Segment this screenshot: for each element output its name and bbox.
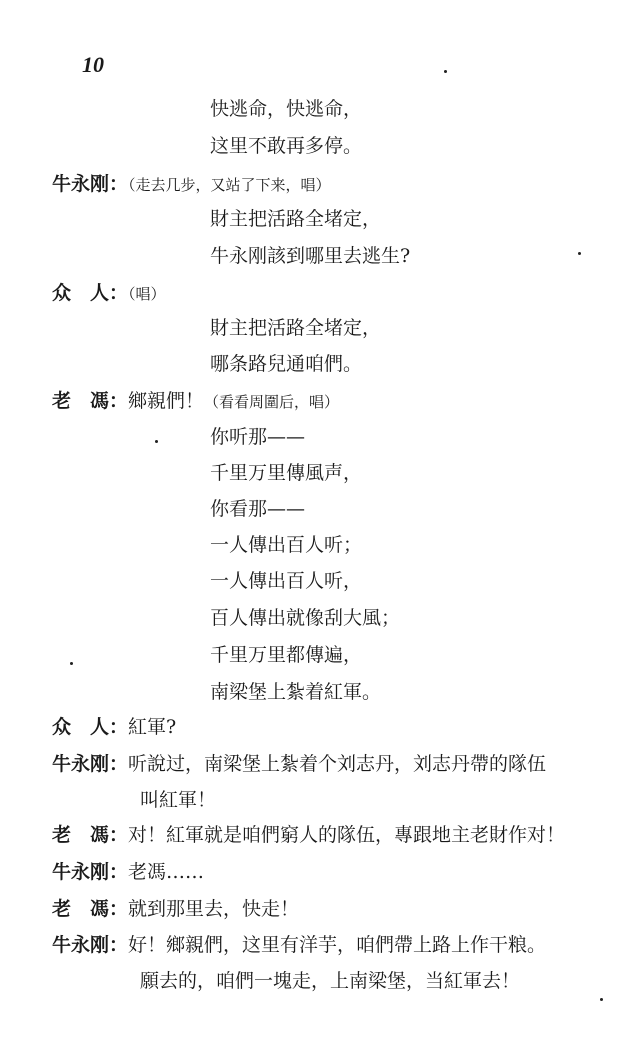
speaker-name: 众 人：: [52, 716, 129, 738]
dialogue-text: 南梁堡上紮着紅軍。: [210, 681, 382, 703]
print-speck: [444, 70, 447, 73]
speaker-name: 众 人：: [52, 282, 129, 304]
dialogue-text: 財主把活路全堵定，: [210, 317, 382, 339]
dialogue-text: 願去的，咱們一塊走，上南梁堡，当紅軍去！: [140, 970, 521, 992]
dialogue-text: 千里万里都傳遍，: [210, 644, 363, 666]
dialogue-text: 牛永刚該到哪里去逃生?: [210, 245, 411, 267]
stage-direction: （看看周圍后，唱）: [204, 393, 340, 411]
print-speck: [155, 440, 158, 443]
script-line: [210, 243, 410, 269]
script-line: [210, 315, 381, 341]
script-line: [210, 568, 362, 594]
script-line: [210, 605, 400, 631]
script-line: [210, 206, 381, 232]
dialogue-text: 你听那——: [210, 426, 306, 448]
print-speck: [600, 998, 603, 1001]
script-line: [140, 968, 520, 994]
script-line: [52, 171, 331, 198]
script-line: [210, 424, 305, 450]
speaker-name: 老 馮：: [52, 824, 129, 846]
script-line: [52, 388, 339, 415]
script-line: [210, 351, 362, 377]
script-line: [52, 714, 176, 740]
dialogue-text: 老馮……: [128, 861, 205, 883]
script-line: [52, 751, 546, 777]
dialogue-text: 鄉親們！: [128, 390, 205, 412]
dialogue-text: 千里万里傳風声，: [210, 462, 363, 484]
stage-direction: （走去几步，又站了下来，唱）: [128, 176, 331, 194]
dialogue-text: 就到那里去，快走！: [128, 898, 300, 920]
speaker-name: 老 馮：: [52, 898, 129, 920]
script-line: [52, 822, 565, 848]
script-line: [210, 460, 362, 486]
dialogue-text: 百人傳出就像刮大風；: [210, 607, 401, 629]
dialogue-text: 財主把活路全堵定，: [210, 208, 382, 230]
dialogue-text: 好！鄉親們，这里有洋芋，咱們帶上路上作干粮。: [128, 934, 547, 956]
script-line: [140, 787, 216, 813]
speaker-name: 老 馮：: [52, 390, 129, 412]
dialogue-text: 一人傳出百人听，: [210, 570, 363, 592]
script-line: [210, 496, 305, 522]
speaker-name: 牛永刚：: [52, 173, 129, 195]
script-line: [52, 280, 166, 307]
speaker-name: 牛永刚：: [52, 753, 129, 775]
speaker-name: 牛永刚：: [52, 934, 129, 956]
dialogue-text: 听說过，南梁堡上紮着个刘志丹，刘志丹帶的隊伍: [128, 753, 547, 775]
print-speck: [578, 252, 581, 255]
script-line: [210, 642, 362, 668]
dialogue-text: 快逃命，快逃命，: [210, 98, 363, 120]
script-line: [210, 133, 362, 159]
script-line: [52, 896, 299, 922]
script-line: [210, 532, 362, 558]
script-line: [52, 932, 546, 958]
print-speck: [70, 662, 73, 665]
script-line: [210, 96, 362, 122]
script-line: [210, 679, 381, 705]
dialogue-text: 一人傳出百人听；: [210, 534, 363, 556]
dialogue-text: 哪条路兒通咱們。: [210, 353, 363, 375]
script-line: [52, 859, 204, 885]
page-number: 10: [82, 52, 104, 77]
speaker-name: 牛永刚：: [52, 861, 129, 883]
dialogue-text: 紅軍?: [128, 716, 177, 738]
dialogue-text: 你看那——: [210, 498, 306, 520]
dialogue-text: 对！紅軍就是咱們窮人的隊伍，專跟地主老財作对！: [128, 824, 566, 846]
stage-direction: （唱）: [128, 285, 166, 303]
dialogue-text: 这里不敢再多停。: [210, 135, 363, 157]
dialogue-text: 叫紅軍！: [140, 789, 217, 811]
